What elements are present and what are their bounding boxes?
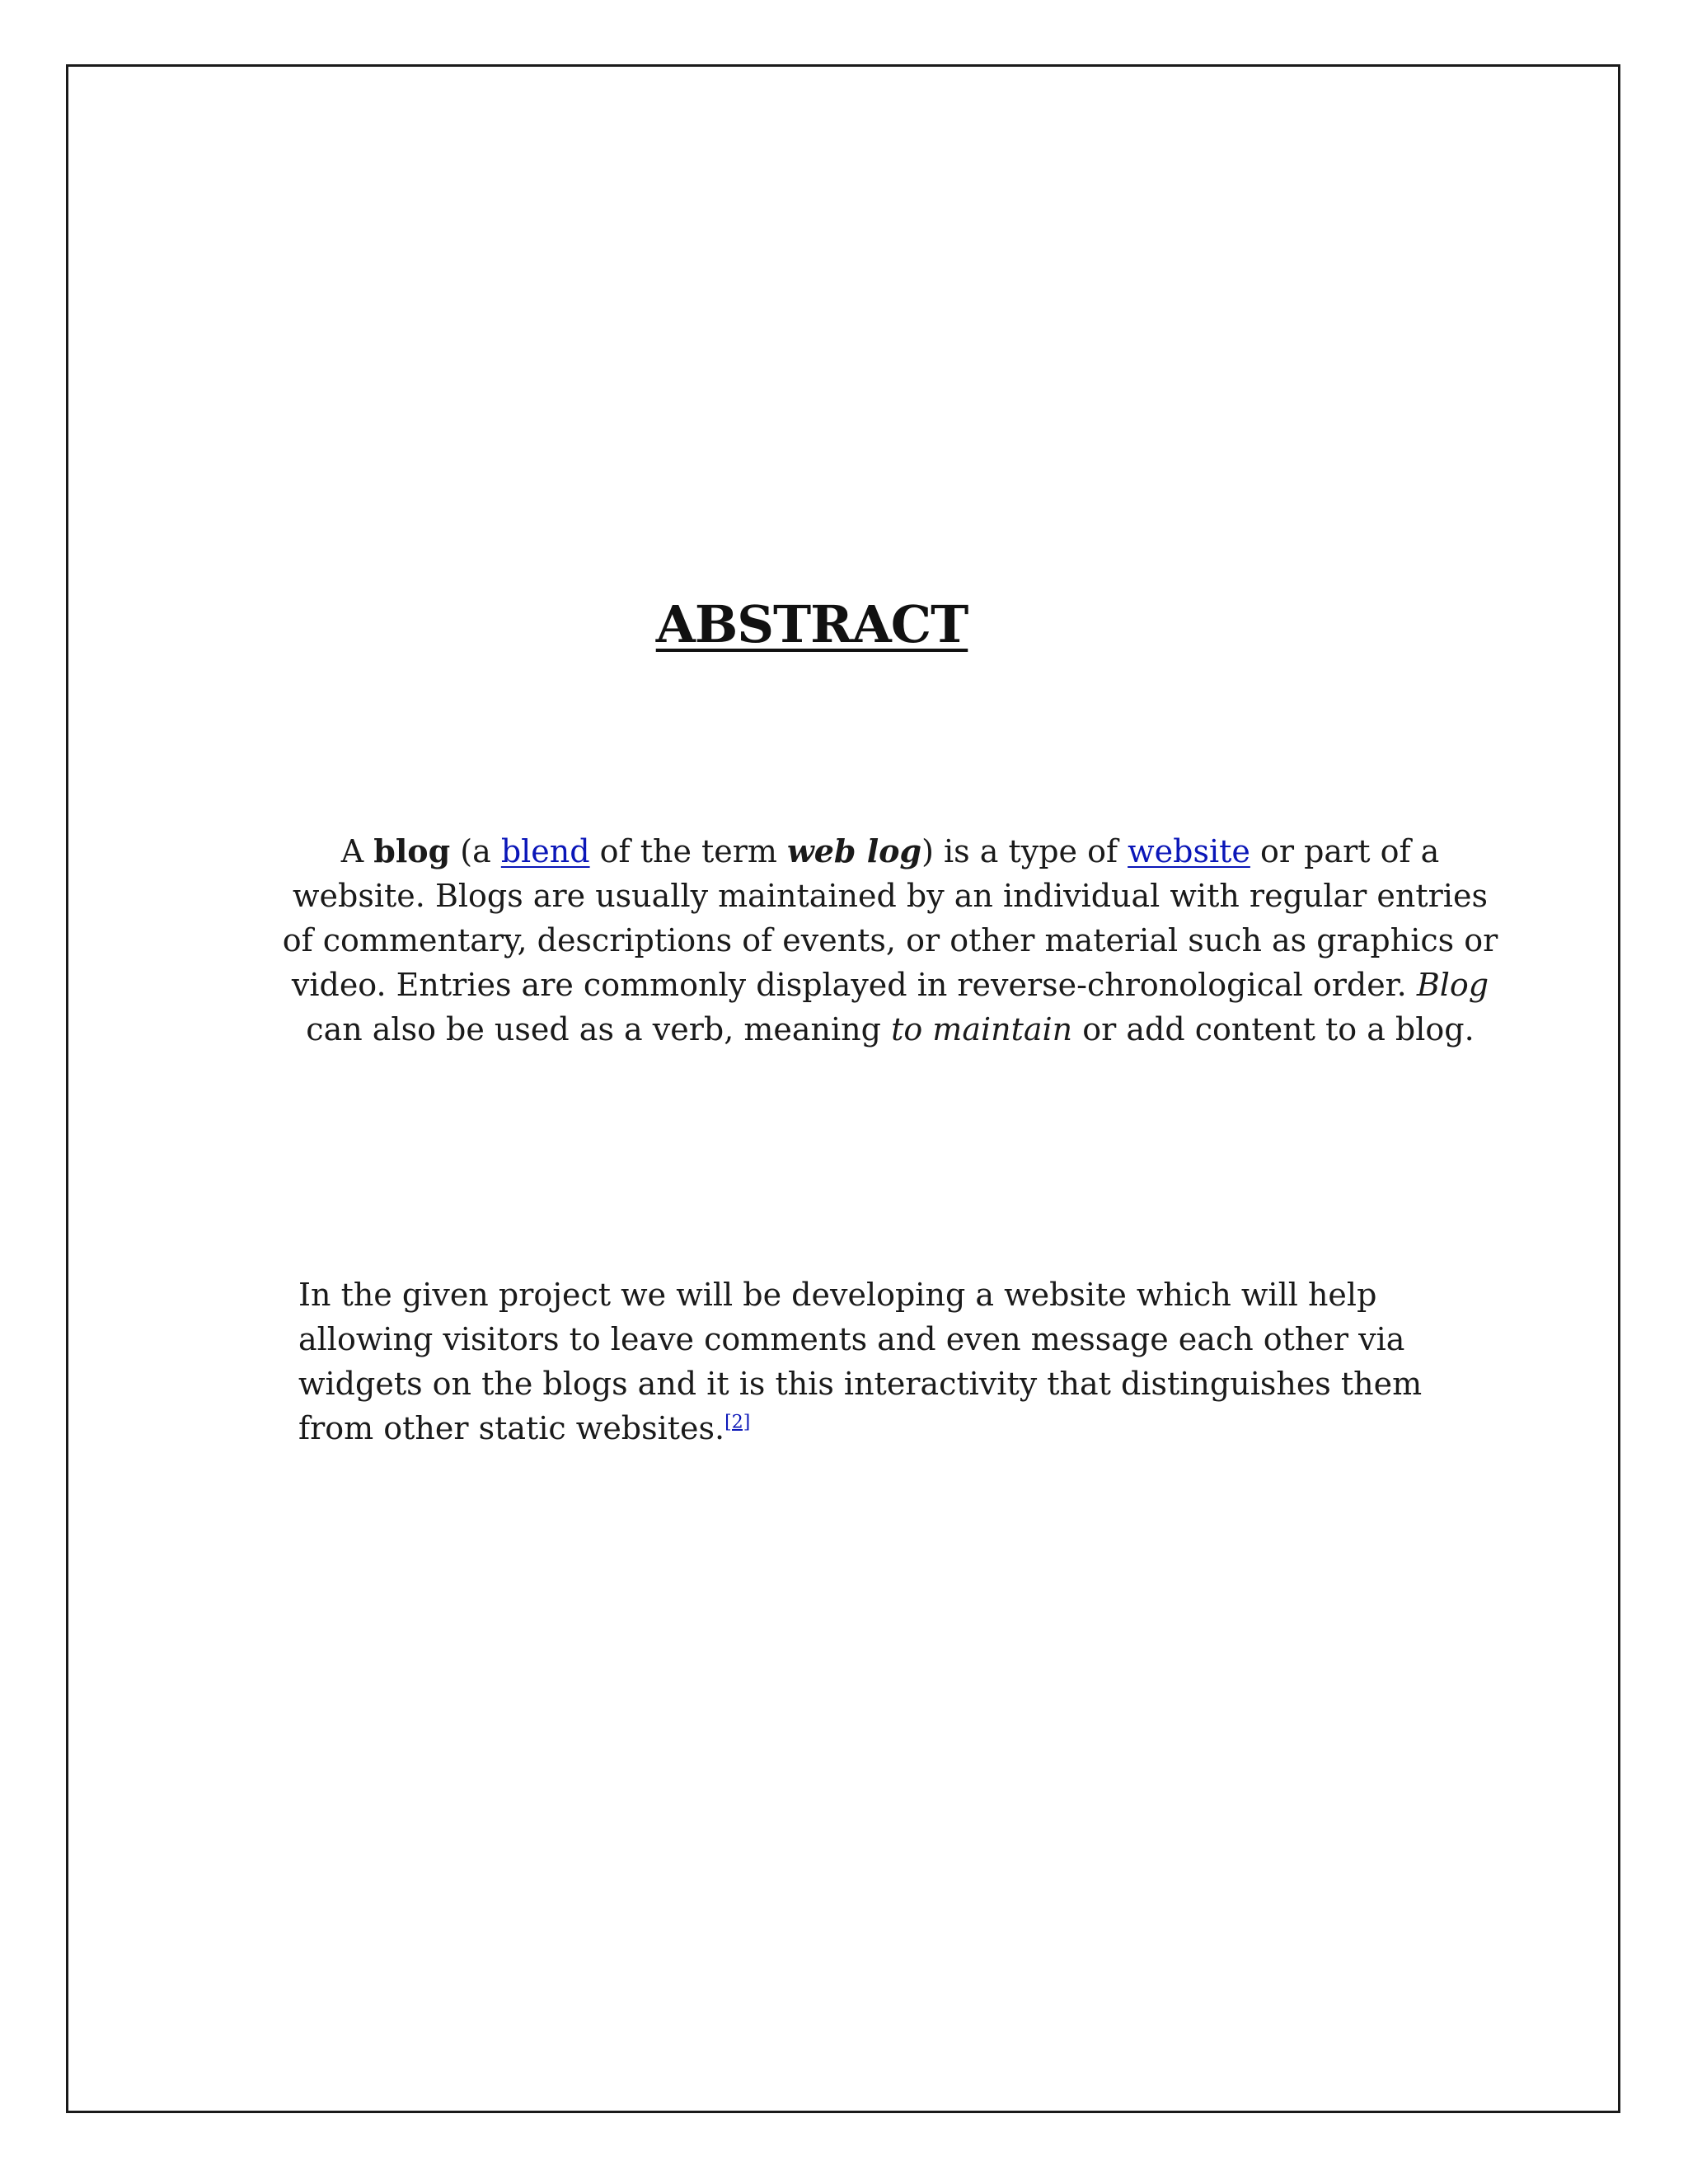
text-segment: A (340, 833, 374, 869)
italic-term-blog: Blog (1416, 967, 1489, 1003)
italic-term-to-maintain: to maintain (891, 1011, 1073, 1047)
text-segment: (a (450, 833, 501, 869)
link-website[interactable]: website (1128, 833, 1250, 869)
bold-italic-term-web-log: web log (787, 832, 922, 869)
text-segment: can also be used as a verb, meaning (306, 1011, 892, 1047)
bold-term-blog: blog (373, 832, 451, 869)
reference-link[interactable]: [2] (724, 1412, 751, 1433)
link-blend[interactable]: blend (500, 833, 590, 869)
abstract-paragraph-1 (280, 829, 1500, 1052)
abstract-paragraph-2 (298, 1272, 1477, 1451)
text-segment: In the given project we will be developing a website which will help allowing visitors to leave comments and even message each other via widgets on the blogs and it is this interactivity that distinguishes them from other static websites. (298, 1277, 1423, 1446)
text-segment: or add content to a blog. (1072, 1011, 1475, 1047)
page-title: ABSTRACT (655, 594, 968, 654)
text-segment: or part of a website. Blogs are usually maintained by an individual with regular entries of commentary, descriptions of events, or other material such as graphics or video. Entries are commonly displayed in reverse-chronological order. (282, 833, 1498, 1003)
page-border (66, 64, 1620, 2113)
text-segment: ) is a type of (921, 833, 1128, 869)
text-segment: of the term (589, 833, 788, 869)
